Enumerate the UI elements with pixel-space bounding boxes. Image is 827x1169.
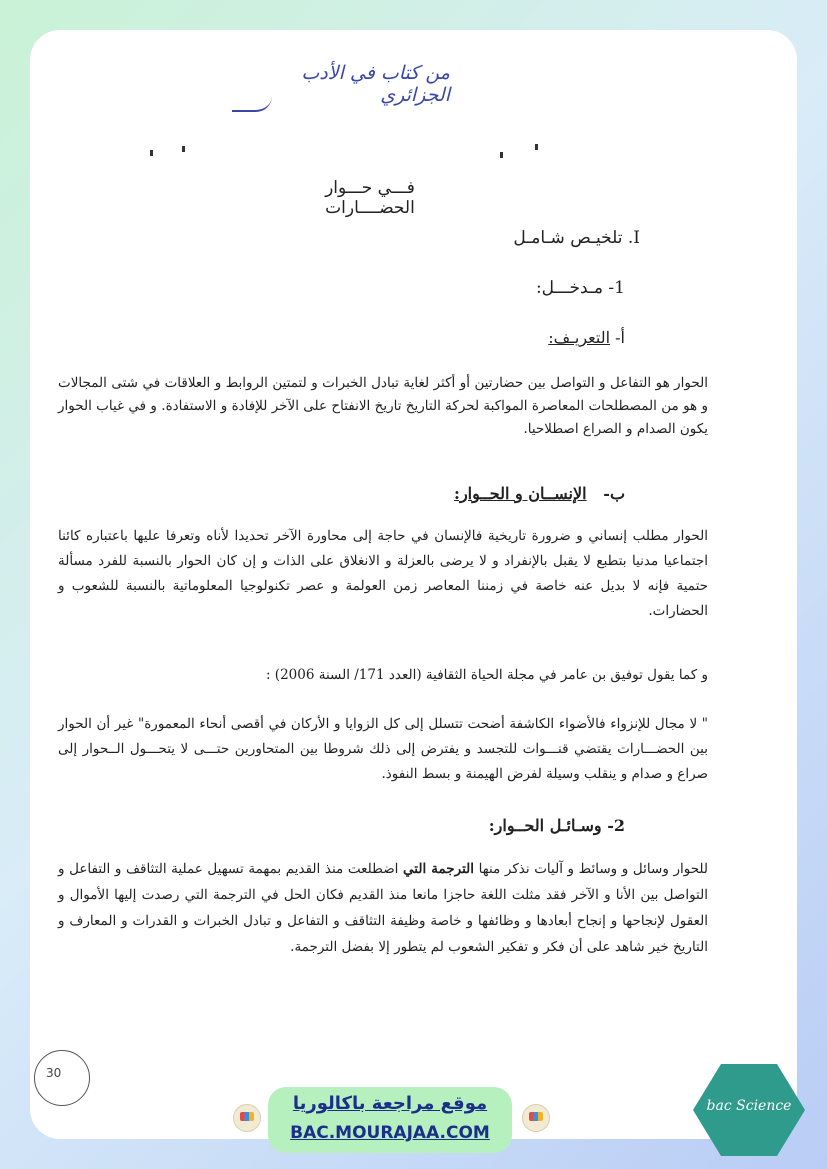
heading-label: التعريـف:: [548, 328, 611, 347]
heading-marker: ب-: [603, 484, 625, 503]
handwritten-note: من كتاب في الأدب الجزائري: [301, 62, 450, 106]
page-number: 30: [46, 1066, 62, 1080]
heading-marker: أ-: [615, 328, 625, 347]
banner-url-link[interactable]: BAC.MOURAJAA.COM: [290, 1123, 490, 1143]
page-title: فـــي حـــوار الحضــــارات: [325, 178, 415, 218]
bold-term: الترجمة التي: [403, 861, 475, 877]
paragraph-quote: " لا مجال للإنزواء فالأضواء الكاشفة أضحت تتسلل إلى كل الزوايا و الأركان في أقصى أنحاء المعمورة" غير أن الحوار بين الحضـــارات يقتضي قنـــوات للتجسد و يفترض إلى ذلك شروطا بين المتحاورين حتـــى لا يتحـــول الــحوار إلى صراع و صدام و ينقلب وسيلة لفرض الهيمنة و بسط النفوذ.: [58, 716, 708, 782]
subsection-heading: 1- مـدخـــل:: [535, 278, 625, 298]
text-run: اضطلعت منذ القديم بمهمة تسهيل عملية التثاقف و التفاعل و التواصل بين الأنا و الآخر فقد مثلت اللغة حاجزا مانعا منذ القديم فكان الحل في الترجمة التي رصدت إليها الأموال و العقول لإنجاحها و إنجاح أبعادها و وظائفها و خاصة وظيفة التثاقف و التفاعل و تبادل الخبرات و القدرات و المعارف و التاريخ خير شاهد على أن فكر و تفكير الشعوب لم يتطور إلا بفضل الترجمة.: [58, 861, 708, 955]
scan-mark: [535, 144, 538, 150]
definition-heading: [440, 328, 625, 347]
scan-mark: [182, 146, 185, 152]
paragraph-citation-intro: و كما يقول توفيق بن عامر في مجلة الحياة الثقافية (العدد 171/ السنة 2006) :: [265, 667, 708, 683]
human-dialogue-heading: [400, 484, 625, 503]
heading-label: الإنســان و الحــوار:: [454, 484, 587, 503]
paragraph-human-dialogue: الحوار مطلب إنساني و ضرورة تاريخية فالإنسان في حاجة إلى محاورة الآخر تحديدا لأناه وتعرفا عليها باعتباره كائنا اجتماعيا مدنيا بتطبع لا يقبل بالإنفراد و لا يرضى بالعزلة و الانغلاق على الذات و إن كان الحوار بالنسبة للفرد مسألة حتمية فإنه لا بديل عنه خاصة في زمننا المعاصر زمن العولمة و عصر تكنولوجيا المعلوماتية بالنسبة للشعوب و الحضارات.: [58, 528, 708, 619]
banner-title[interactable]: موقع مراجعة باكالوريا: [292, 1093, 488, 1114]
site-logo-icon: [522, 1104, 550, 1132]
paragraph-dialogue-means: [58, 856, 708, 960]
site-logo-icon: [233, 1104, 261, 1132]
badge-label: bac Science: [706, 1098, 792, 1114]
text-run: للحوار وسائل و وسائط و آليات نذكر منها: [474, 861, 708, 877]
page-number-circle: [34, 1050, 90, 1106]
scan-mark: [150, 150, 153, 156]
paragraph-definition: الحوار هو التفاعل و التواصل بين حضارتين أو أكثر لغاية تبادل الخبرات و لتمتين الروابط و العلاقات في شتى المجالات و هو من المصطلحات المعاصرة المواكبة لحركة التاريخ تاريخ الانفتاح على الآخر للإفادة و الاستفادة. و في غياب الحوار يكون الصدام و الصراع اصطلاحيا.: [58, 375, 708, 437]
section-heading: I. تلخيـص شـامـل: [513, 228, 640, 248]
site-banner[interactable]: [268, 1087, 512, 1153]
dialogue-means-heading: 2- وسـائـل الحــوار:: [488, 816, 625, 835]
scan-mark: [500, 152, 503, 158]
